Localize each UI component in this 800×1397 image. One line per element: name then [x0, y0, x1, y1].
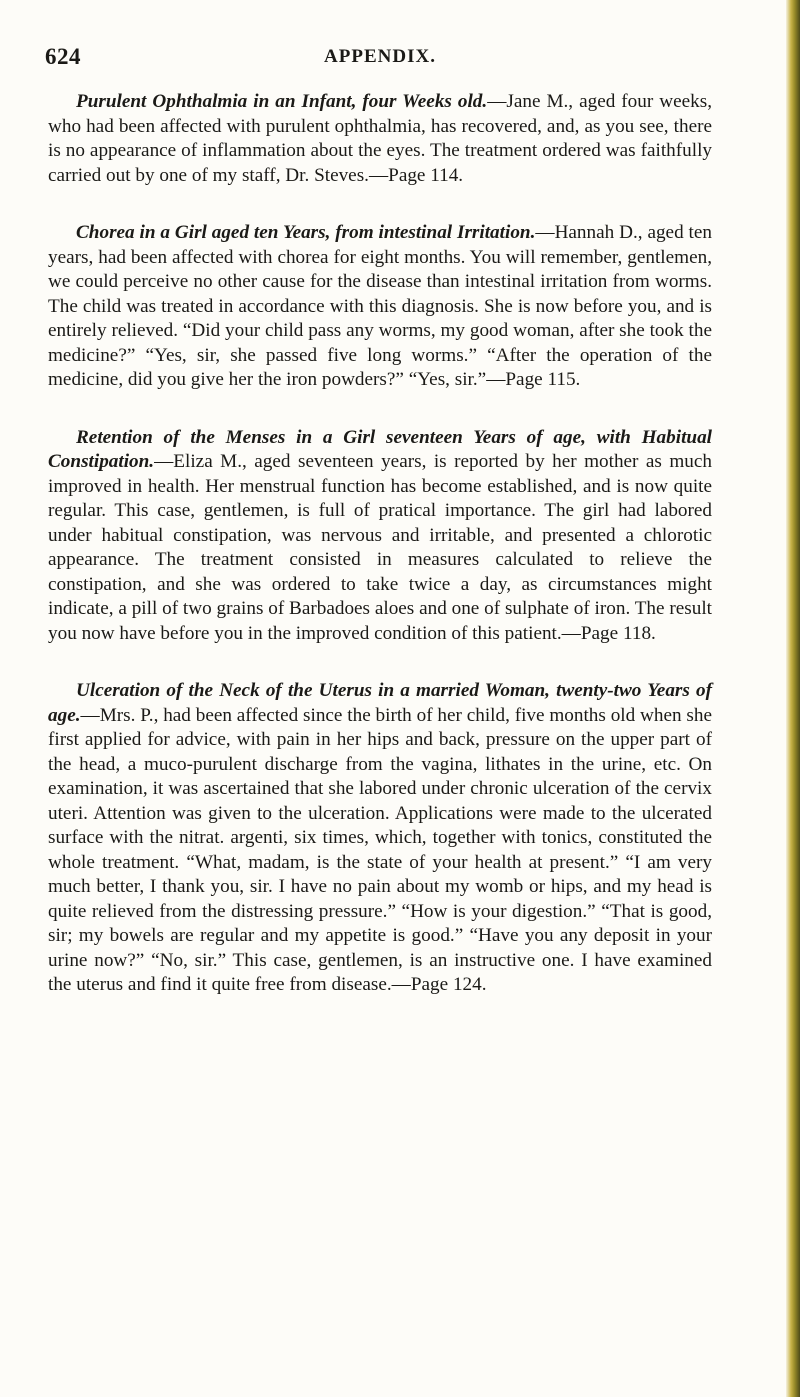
case-title: Ulceration of the Neck of the Uterus in a married Woman, twenty-two Years of age. [48, 680, 712, 726]
case-text: —Jane M., aged four weeks, who had been affected with purulent ophthalmia, has recovered, and, as you see, there is no appearance of inflammation about the eyes. The treatment ordered was faithfully carried out by one of my staff, Dr. Steves.—Page 114. [48, 91, 712, 186]
case-title: Purulent Ophthalmia in an Infant, four Weeks old. [76, 91, 488, 112]
page-header [45, 44, 715, 80]
page-body [48, 90, 712, 1031]
case-text: —Eliza M., aged seventeen years, is reported by her mother as much improved in health. Her menstrual function has become established, and is now quite regular. This case, gentlemen, is full of pratical importance. The girl had labored under habitual constipation, was nervous and irritable, and presented a chlorotic appearance. The treatment consisted in measures calculated to relieve the constipation, and she was ordered to take twice a day, as circumstances might indicate, a pill of two grains of Barbadoes aloes and one of sulphate of iron. The result you now have before you in the improved condition of this patient.—Page 118. [48, 451, 712, 644]
case-title: Retention of the Menses in a Girl seventeen Years of age, with Habitual Constipation. [48, 426, 712, 472]
page-edge [786, 0, 800, 1397]
case-paragraph [48, 90, 712, 188]
case-paragraph [48, 426, 712, 647]
page-number: 624 [45, 44, 81, 69]
case-paragraph [48, 221, 712, 393]
case-text: —Hannah D., aged ten years, had been affected with chorea for eight months. You will remember, gentlemen, we could perceive no other cause for the disease than intestinal irritation from worms. The child was treated in accordance with this diagnosis. She is now before you, and is entirely relieved. “Did your child pass any worms, my good woman, after she took the medicine?” “Yes, sir, she passed five long worms.” “After the operation of the medicine, did you give her the iron powders?” “Yes, sir.”—Page 115. [48, 222, 712, 390]
case-paragraph [48, 679, 712, 998]
running-head: APPENDIX. [324, 46, 436, 67]
case-title: Chorea in a Girl aged ten Years, from intestinal Irritation. [76, 222, 536, 243]
case-text: —Mrs. P., had been affected since the birth of her child, five months old when she first applied for advice, with pain in her hips and back, pressure on the upper part of the head, a muco-purulent discharge from the vagina, lithates in the urine, etc. On examination, it was ascertained that she labored under chronic ulceration of the cervix uteri. Attention was given to the ulceration. Applications were made to the ulcerated surface with the nitrat. argenti, six times, which, together with tonics, constituted the whole treatment. “What, madam, is the state of your health at present.” “I am very much better, I thank you, sir. I have no pain about my womb or hips, and my head is quite relieved from the distressing pressure.” “How is your digestion.” “That is good, sir; my bowels are regular and my appetite is good.” “Have you any deposit in your urine now?” “No, sir.” This case, gentlemen, is an instructive one. I have examined the uterus and find it quite free from disease.—Page 124. [48, 704, 712, 995]
